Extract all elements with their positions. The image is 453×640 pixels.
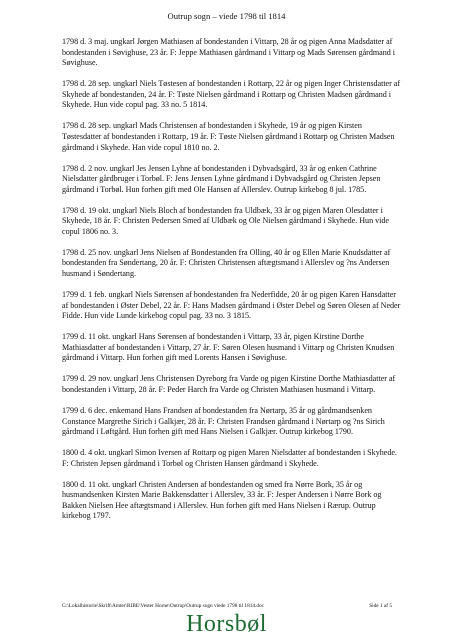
marriage-entry: 1799 d. 11 okt. ungkarl Hans Sørensen af bondestanden i Vittarp, 33 år, pigen Kirstine Dorthe Mathiasdatter af bondestanden i Vittarp, 27 år. F: Søren Olesen husmand i Vittarp og Christen Knudsen gårdmand i Vittarp. Hun forhen gift med Lorents Hansen i Søvighuse. (62, 332, 395, 363)
horsbol-watermark-logo: Horsbøl (186, 611, 267, 637)
marriage-entry: 1798 d. 19 okt. ungkarl Niels Bloch af bondestanden fra Uldbæk, 33 år og pigen Maren Olesdatter i Skyhede, 18 år. F: Christen Pedersen Smed af Uldbæk og Ole Nielsen gårdmand i Skyhede. Hun vide copul 1806 no. 3. (62, 205, 389, 236)
marriage-entry: 1798 d. 28 sep. ungkarl Niels Tøstesen af bondestanden i Rottarp, 22 år og pigen Inger Christensdatter af Skyhede af bondestanden, 24 år. F: Tøste Nielsen gårdmand i Rottarp og Christen Madsen gårdmand i Skyhede. Hun vide copul pag. 33 no. 5 1814. (62, 79, 401, 110)
marriage-entry: 1799 d. 6 dec. enkemand Hans Frandsen af bondestanden fra Nørtarp, 35 år og gårdmandsenken Constance Margrethe Sirich i Galkjær, 28 år. F: Christen Frandsen gårdmand i Nørtarp og ?ns Sirich gårdmand i Løftgård. Hun forhen gift med Hans Nielsen i Galkjær. Outrup kirkebog 1790. (62, 405, 385, 437)
marriage-entry: 1798 d. 28 sep. ungkarl Mads Christensen af bondestanden i Skyhede, 19 år og pigen Kirsten Tøstesdatter af bondestanden i Rottarp, 19 år. F: Tøste Nielsen gårdmand i Rottarp og Christen Madsen gårdmand i Skyhede. Han vide copul 1810 no. 2. (62, 121, 395, 152)
marriage-entry: 1798 d. 3 maj. ungkarl Jørgen Mathiasen af bondestanden i Vittarp, 28 år og pigen Anna Madsdatter af bondestanden i Søvighuse, 23 år. F: Jeppe Mathiasen gårdmand i Vittarp og Mads Sørensen gårdmand i Søvighuse. (62, 37, 396, 68)
marriage-entry: 1798 d. 25 nov. ungkarl Jens Nielsen af Bondestanden fra Olling, 40 år og Ellen Marie Knudsdatter af bondestanden fra Søndertang, 20 år. F: Christen Christensen aftægtsmand i Allerslev og ?ns Andersen husmand i Søndertang. (62, 247, 391, 279)
marriage-entry: 1800 d. 11 okt. ungkarl Christen Andersen af bondestanden og smed fra Nørre Bork, 35 år og husmandsenken Kirsten Marie Bakkensdatter i Allerslev, 33 år. F: Jesper Andersen i Nørre Bork og Bakken Nielsen Hee aftægtsmand i Allerslev. Hun forhen gift med Hans Nielsen i Rærup. Outrup kirkebog 1797. (62, 479, 382, 521)
page-header: Outrup sogn – viede 1798 til 1814 (167, 11, 286, 21)
footer-page-number: Side 1 af 5 (369, 603, 392, 609)
marriage-entry: 1799 d. 1 feb. ungkarl Niels Sørensen af bondestanden fra Nederfidde, 20 år og pigen Karen Hansdatter af bondestanden i Øster Debel, 22 år. F: Hans Madsen gårdmand i Øster Debel og Søren Olesen af Neder Fidde. Hun vide Lunde kirkebog copul pag. 33 no. 3 1815. (62, 290, 401, 321)
marriage-entries-list (62, 37, 402, 532)
marriage-entry: 1798 d. 2 nov. ungkarl Jes Jensen Lyhne af bondestanden i Dybvadsgård, 33 år og enken Cathrine Nielsdatter gårdbruger i Torbøl. F: Jens Jensen Lyhne gårdmand i Dybvadsgård og Christen Jepsen gårdmand i Torbøl. Hun forhen gift med Ole Hansen af Allerslev. Outrup kirkebog 8 jul. 1785. (62, 163, 381, 194)
marriage-entry: 1800 d. 4 okt. ungkarl Simon Iversen af Rottarp og pigen Maren Nielsdatter af bondestanden i Skyhede. F: Christen Jepsen gårdmand i Torbøl og Christen Hansen gårdmand i Skyhede. (62, 448, 397, 468)
footer-file-path: G:\Lokalhistorie\Skrift\Amter\RIBE\Vester Horne\Outrup\Outrup sogn viede 1798 til 1814.doc (62, 603, 264, 609)
marriage-entry: 1799 d. 29 nov. ungkarl Jens Christensen Dyreborg fra Varde og pigen Kirstine Dorthe Mathiasdatter af bondestanden i Vittarp, 28 år. F: Peder Harch fra Varde og Christen Mathiasen husmand i Vittarp. (62, 374, 396, 394)
